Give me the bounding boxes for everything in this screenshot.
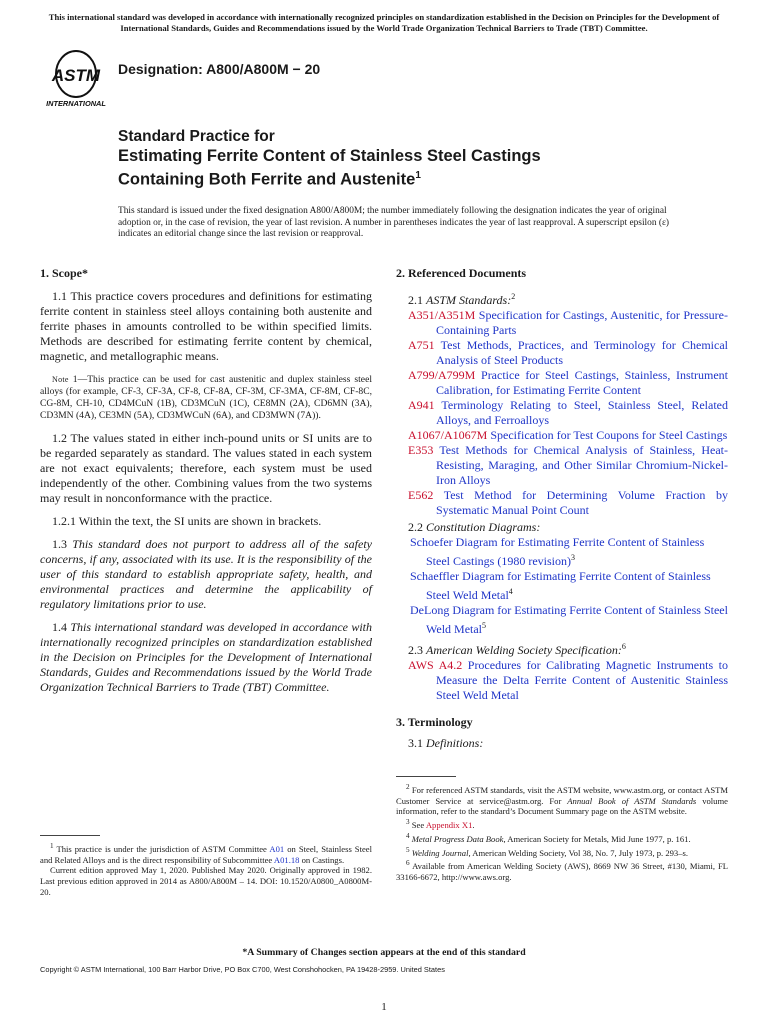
logo-subtext: INTERNATIONAL bbox=[46, 99, 106, 108]
diagram-title[interactable]: DeLong Diagram for Estimating Ferrite Content of Stainless Steel Weld Metal bbox=[410, 603, 728, 636]
reference-title[interactable]: Procedures for Calibrating Magnetic Instruments to Measure the Delta Ferrite Content of Austenitic Stainless Steel Weld Metal bbox=[436, 658, 728, 702]
referenced-documents-heading: 2. Referenced Documents bbox=[396, 266, 527, 280]
astm-reference-list bbox=[396, 308, 728, 518]
fn4-text: , American Society for Metals, Mid June 1977, p. 161. bbox=[503, 833, 691, 844]
footnote-rule-left bbox=[40, 835, 100, 836]
footnote-3: $^3$ See Appendix X1. bbox=[406, 818, 475, 831]
fn1-link-a01-18[interactable]: A01.18 bbox=[273, 854, 300, 865]
copyright-line: Copyright © ASTM International, 100 Barr Harbor Drive, PO Box C700, West Conshohocken, PA 19428-2959. United States bbox=[40, 965, 445, 974]
diagrams-text: Constitution Diagrams: bbox=[426, 520, 541, 534]
footnote-5: $^5$ Welding Journal, American Welding Society, Vol 38, No. 7, July 1973, p. 293–s. bbox=[406, 845, 689, 858]
footnote-2: $^2$ For referenced ASTM standards, visit the ASTM website, www.astm.org, or contact ASTM Customer Service at service@astm.org. For Annual Book of ASTM Standards volume information, refer to the standard’s Document Summary page on the ASTM website. bbox=[396, 783, 728, 817]
page-number: 1 bbox=[381, 1001, 387, 1013]
footnote-rule-right bbox=[396, 776, 456, 777]
title-line-2: Containing Both Ferrite and Austenite bbox=[118, 170, 416, 189]
footnote-1-current-edition: Current edition approved May 1, 2020. Published May 2020. Originally approved in 1982. Last previous edition approved in 2014 as A800/A800M – 14. DOI: 10.1520/A0800_A0800M-20. bbox=[40, 865, 372, 898]
fn2-text-a: For referenced ASTM standards, visit the ASTM website, www.astm.org, or contact ASTM Customer Service at service@astm.org. For bbox=[396, 784, 728, 806]
reference-code[interactable]: A1067/A1067M bbox=[408, 428, 488, 442]
diagram-title[interactable]: Schoefer Diagram for Estimating Ferrite Content of Stainless Steel Castings (1980 revision) bbox=[410, 535, 705, 568]
terminology-heading: 3. Terminology bbox=[396, 715, 473, 729]
reference-title[interactable]: Specification for Test Coupons for Steel Castings bbox=[490, 428, 728, 442]
reference-code[interactable]: E353 bbox=[408, 443, 434, 457]
footnote-1: $^1$ This practice is under the jurisdiction of ASTM Committee A01 on Steel, Stainless Steel and Related Alloys and is the direct responsibility of Subcommittee A01.18 on Castings. bbox=[40, 842, 372, 865]
fn3-link-appendix[interactable]: Appendix X1 bbox=[425, 820, 473, 831]
issuance-statement: This standard is issued under the fixed designation A800/A800M; the number immediately following the designation indicates the year of original adoption or, in the case of revision, the year of last revision. A number in parentheses indicates the year of last reapproval. A superscript epsilon (ε) indicates an editorial change since the last revision or reapproval. bbox=[118, 206, 670, 239]
astm-standards-sup[interactable]: 2 bbox=[511, 292, 516, 301]
right-column bbox=[396, 266, 728, 751]
fn1-text-b: on Steel, Stainless Steel and Related Alloys and is the direct responsibility of Subcommittee bbox=[40, 843, 372, 865]
diagram-sup[interactable]: 3 bbox=[570, 553, 575, 562]
fn5-text: , American Welding Society, Vol 38, No. 7, July 1973, p. 293–s. bbox=[468, 847, 689, 858]
para-1-4 bbox=[40, 620, 372, 695]
footnotes-left bbox=[40, 841, 372, 898]
reference-a941[interactable] bbox=[396, 398, 728, 428]
para-1-2-1: 1.2.1 Within the text, the SI units are shown in brackets. bbox=[52, 514, 322, 528]
title-prefix: Standard Practice for bbox=[118, 128, 275, 145]
constitution-diagrams-label bbox=[396, 520, 728, 535]
para-1-3 bbox=[40, 537, 372, 612]
title-footnote-mark[interactable]: 1 bbox=[415, 170, 421, 181]
definitions-number: 3.1 bbox=[408, 736, 426, 750]
fn3-text-a: See bbox=[411, 820, 426, 831]
reference-title[interactable]: Practice for Steel Castings, Stainless, Instrument Calibration, for Estimating Ferrite Content bbox=[436, 368, 728, 397]
reference-a751[interactable] bbox=[396, 338, 728, 368]
diagram-delong[interactable] bbox=[396, 603, 728, 637]
note-1 bbox=[40, 374, 372, 422]
reference-a799[interactable] bbox=[396, 368, 728, 398]
astm-standards-label bbox=[396, 289, 728, 308]
para-1-4-text: This international standard was developed in accordance with internationally recognized principles on standardization established in the Decision on Principles for the Development of International Standards, Guides and Recommendations issued by the World Trade Organization Technical Barriers to Trade (TBT) Committee. bbox=[40, 620, 373, 694]
logo-text: ASTM bbox=[51, 66, 101, 85]
reference-e562[interactable] bbox=[396, 488, 728, 518]
reference-title[interactable]: Terminology Relating to Steel, Stainless Steel, Related Alloys, and Ferroalloys bbox=[436, 398, 728, 427]
footnote-4: $^4$ Metal Progress Data Book, American Society for Metals, Mid June 1977, p. 161. bbox=[406, 831, 691, 844]
diagram-schaeffler[interactable] bbox=[396, 569, 728, 603]
reference-code[interactable]: A751 bbox=[408, 338, 435, 352]
fn4-italic: Metal Progress Data Book bbox=[411, 833, 504, 844]
astm-standards-number: 2.1 bbox=[408, 293, 426, 307]
fn6-text: Available from American Welding Society (AWS), 8669 NW 36 Street, #130, Miami, FL 33166-6672, http://www.aws.org. bbox=[396, 861, 728, 882]
summary-of-changes-note: *A Summary of Changes section appears at the end of this standard bbox=[242, 947, 526, 958]
fn5-italic: Welding Journal bbox=[411, 847, 469, 858]
aws-specification-label bbox=[396, 639, 728, 658]
reference-code[interactable]: A351/A351M bbox=[408, 308, 476, 322]
astm-standards-text: ASTM Standards: bbox=[426, 293, 512, 307]
footnotes-right bbox=[396, 782, 728, 883]
left-column bbox=[40, 266, 372, 695]
tbt-notice: This international standard was developed in accordance with internationally recognized principles on standardization established in the Decision on Principles for the Development of International Standards, Guides and Recommendations issued by the World Trade Organization Technical Barriers to Trade (TBT) Committee. bbox=[48, 12, 720, 33]
reference-title[interactable]: Test Method for Determining Volume Fraction by Systematic Manual Point Count bbox=[436, 488, 728, 517]
reference-title[interactable]: Test Methods for Chemical Analysis of Stainless, Heat-Resisting, Maraging, and Other Similar Chromium-Nickel-Iron Alloys bbox=[436, 443, 728, 487]
fn1-text-a: This practice is under the jurisdiction of ASTM Committee bbox=[56, 843, 270, 854]
fn2-text-b: volume information, refer to the standard’s Document Summary page on the ASTM website. bbox=[396, 795, 728, 817]
reference-code[interactable]: A941 bbox=[408, 398, 435, 412]
fn1-link-a01[interactable]: A01 bbox=[269, 843, 285, 854]
aws-sup[interactable]: 6 bbox=[621, 642, 626, 651]
para-1-1: 1.1 This practice covers procedures and definitions for estimating ferrite content in stainless steel alloys containing both austenite and ferrite phases in amounts controlled to be within specified limits. Methods are described for estimating ferrite content by chemical, magnetic, and metallographic means. bbox=[40, 289, 372, 363]
aws-text: American Welding Society Specification: bbox=[426, 643, 622, 657]
para-1-3-number: 1.3 bbox=[52, 537, 73, 551]
para-1-3-text: This standard does not purport to address all of the safety concerns, if any, associated with its use. It is the responsibility of the user of this standard to establish appropriate safety, health, and environmental practices and determine the applicability of regulatory limitations prior to use. bbox=[40, 537, 372, 611]
document-title bbox=[118, 127, 541, 190]
reference-title[interactable]: Test Methods, Practices, and Terminology for Chemical Analysis of Steel Products bbox=[436, 338, 728, 367]
reference-aws-a4-2[interactable] bbox=[396, 658, 728, 703]
para-1-4-number: 1.4 bbox=[52, 620, 71, 634]
scope-heading: 1. Scope* bbox=[40, 266, 88, 280]
note-label: Note bbox=[52, 375, 69, 384]
reference-title[interactable]: Specification for Castings, Austenitic, for Pressure-Containing Parts bbox=[436, 308, 728, 337]
aws-number: 2.3 bbox=[408, 643, 426, 657]
fn2-italic: Annual Book of ASTM Standards bbox=[567, 795, 697, 806]
title-line-1: Estimating Ferrite Content of Stainless Steel Castings bbox=[118, 147, 541, 165]
reference-a351[interactable] bbox=[396, 308, 728, 338]
definitions-text: Definitions: bbox=[426, 736, 484, 750]
reference-code[interactable]: AWS A4.2 bbox=[408, 658, 463, 672]
diagram-sup[interactable]: 4 bbox=[508, 587, 513, 596]
definitions-label bbox=[396, 736, 728, 751]
para-1-2: 1.2 The values stated in either inch-pound units or SI units are to be regarded separately as standard. The values stated in each system are not exact equivalents; therefore, each system must be used independently of the other. Combining values from the two systems may result in nonconformance with the practice. bbox=[40, 431, 372, 505]
astm-logo bbox=[40, 48, 112, 112]
designation: Designation: A800/A800M − 20 bbox=[118, 61, 321, 77]
reference-e353[interactable] bbox=[396, 443, 728, 488]
reference-a1067[interactable] bbox=[396, 428, 728, 443]
fn3-text-b: . bbox=[472, 820, 475, 831]
diagram-schoefer[interactable] bbox=[396, 535, 728, 569]
diagram-sup[interactable]: 5 bbox=[482, 621, 487, 630]
reference-code[interactable]: E562 bbox=[408, 488, 434, 502]
footnote-6: $^6$ Available from American Welding Society (AWS), 8669 NW 36 Street, #130, Miami, FL 33166-6672, http://www.aws.org. bbox=[396, 859, 728, 882]
reference-code[interactable]: A799/A799M bbox=[408, 368, 476, 382]
diagram-list bbox=[396, 535, 728, 637]
note-text: 1—This practice can be used for cast austenitic and duplex stainless steel alloys (for example, CF-3, CF-3A, CF-8, CF-8A, CF-3M, CF-3MA, CF-8M, CF-8C, CG-8M, CH-10, CD4MCuN (1B), CD3MCuN (1C), CE8MN (2A), CD6MN (3A), CD3MN (4A), CE3MN (5A), CD3MWCuN (6A), and CD3MWN (7A)). bbox=[40, 374, 372, 421]
diagrams-number: 2.2 bbox=[408, 520, 426, 534]
fn1-text-c: on Castings. bbox=[299, 854, 345, 865]
diagram-title[interactable]: Schaeffler Diagram for Estimating Ferrite Content of Stainless Steel Weld Metal bbox=[410, 569, 711, 602]
